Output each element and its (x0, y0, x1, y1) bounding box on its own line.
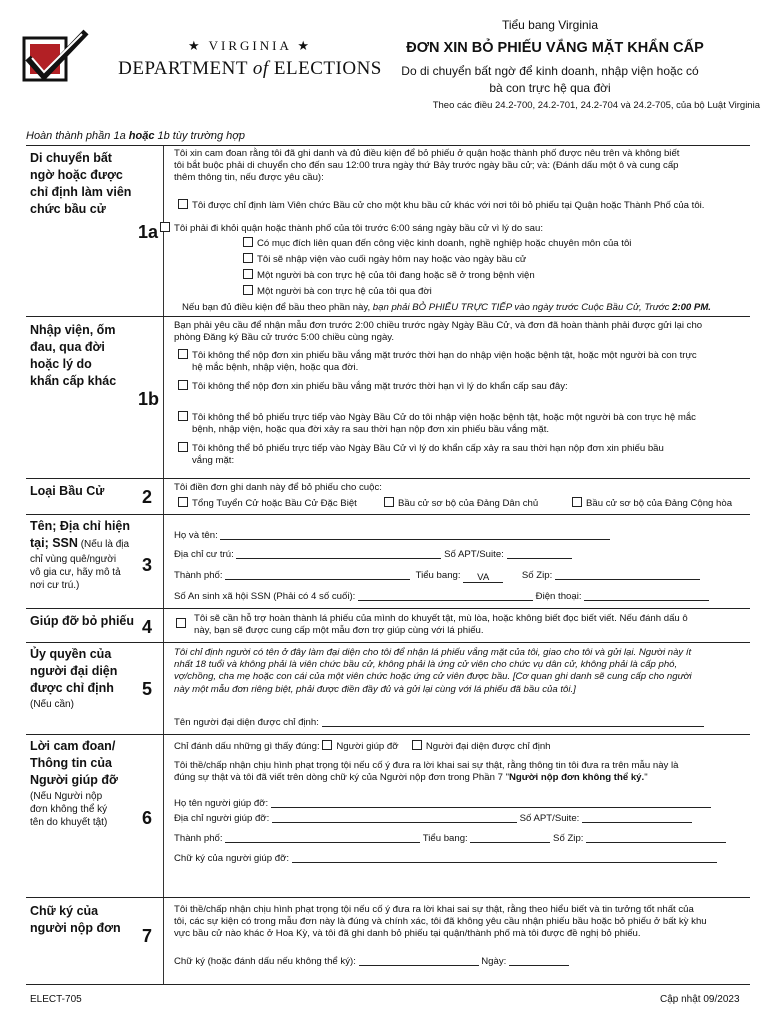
section-number-5: 5 (142, 679, 153, 699)
checkbox[interactable] (572, 497, 582, 507)
checkmark-logo-icon (22, 28, 90, 88)
section-number-4: 4 (142, 617, 153, 637)
checkbox[interactable] (412, 740, 422, 750)
section-2-intro: Tôi điền đơn ghi danh này để bỏ phiếu cho cuộc: (174, 482, 382, 493)
option-election-officer[interactable]: Tôi được chỉ định làm Viên chức Bầu cử cho một khu bầu cử khác với nơi tôi bỏ phiếu tại Quận hoặc Thành Phố của tôi. (178, 199, 704, 212)
option-leave-before-6am[interactable]: Tôi phải đi khỏi quận hoặc thành phố của tôi trước 6:00 sáng ngày bầu cử vì lý do sau: (160, 222, 543, 235)
assistance-text: Tôi sẽ cần hỗ trợ hoàn thành lá phiếu của mình do khuyết tật, mù lòa, hoặc không biết đọc biết viết. Nếu đánh dấu ô này, bạn sẽ được cung cấp một mẫu đơn trợ giúp cùng với lá phiếu. (194, 613, 688, 637)
assistance-checkbox[interactable] (176, 618, 190, 631)
helper-signature-field[interactable]: Chữ ký của người giúp đỡ: (174, 852, 717, 865)
representative-text: Tôi chỉ định người có tên ở đây làm đại diện cho tôi để nhận lá phiếu vắng mặt của tôi, giao cho tôi và gửi lại. Người này ít nhất 18 tuổi và không phải là viên chức bầu cử, không phải là ứng cử viên cho chức vụ dân cử, không phải là cấp phó, vợ/chồng, cha mẹ hoặc con cái của một viên chức hoặc ứng cử viên được bầu. [Cơ quan ghi danh sẽ cung cấp cho người này một mẫu đơn riêng biệt, phải được điền đầy đủ và gửi lại cùng với lá phiếu đã bầu của tôi.] (174, 647, 692, 695)
section-number-6: 6 (142, 808, 153, 828)
checkbox[interactable] (243, 269, 253, 279)
section-3-heading: Tên; Địa chỉ hiện tại; SSN (Nếu là địa (30, 519, 131, 550)
option-democratic-primary[interactable]: Bầu cử sơ bộ của Đảng Dân chủ (384, 497, 538, 510)
section-3-note: chỉ vùng quê/người vô gia cư, hãy mô tả nơi cư trú.) (30, 554, 121, 591)
updated-date: Cập nhật 09/2023 (660, 994, 740, 1005)
section-number-1a: 1a (138, 222, 159, 242)
helper-name-field[interactable]: Họ tên người giúp đỡ: (174, 797, 711, 810)
checkbox[interactable] (178, 442, 188, 452)
divider (26, 734, 750, 735)
ssn-phone-field[interactable]: Số An sinh xã hội SSN (Phải có 4 số cuối): Điện thoại: (174, 590, 709, 603)
reason-hospital-self[interactable]: Tôi sẽ nhập viện vào cuối ngày hôm nay hoặc vào ngày bầu cử (243, 253, 526, 266)
divider (26, 514, 750, 515)
divider (26, 145, 750, 146)
law-reference: Theo các điều 24.2-700, 24.2-701, 24.2-704 và 24.2-705, của bộ Luật Virginia (432, 100, 760, 111)
option-emergency-before-deadline[interactable]: Tôi không thể nộp đơn xin phiếu bầu vắng mặt trước thời hạn vì lý do khẩn cấp sau đây: (178, 380, 568, 393)
column-divider (163, 146, 164, 984)
option-helper[interactable]: Người giúp đỡ (322, 741, 398, 752)
form-title: ĐƠN XIN BỎ PHIẾU VẮNG MẶT KHẨN CẤP (406, 40, 704, 56)
section-number-2: 2 (142, 487, 153, 507)
section-number-3: 3 (142, 555, 153, 575)
section-2-heading: Loại Bầu Cử (30, 484, 105, 498)
brand-virginia: ★ VIRGINIA ★ (187, 38, 313, 53)
checkbox[interactable] (243, 285, 253, 295)
option-hospital-after-deadline[interactable]: Tôi không thể bỏ phiếu trực tiếp vào Ngày Bầu Cử do tôi nhập viện hoặc bệnh tật, hoặc một người bà con trực hệ mắc bệnh, nhập viện, hoặc qua đời xảy ra sau thời hạn nộp đơn xin phiếu bầu vắng mặt. (178, 411, 696, 436)
option-designated-representative[interactable]: Người đại diện được chỉ định (412, 741, 551, 752)
city-state-zip-field[interactable]: Thành phố: Tiểu bang: VA Số Zip: (174, 569, 700, 583)
section-5-heading: Ủy quyền của người đại diện được chỉ định (30, 647, 118, 695)
section-number-1b: 1b (138, 389, 160, 409)
checkbox[interactable] (178, 497, 188, 507)
divider (26, 897, 750, 898)
option-hospital-before-deadline[interactable]: Tôi không thể nộp đơn xin phiếu bầu vắng mặt trước thời hạn do nhập viện hoặc bệnh tật, hoặc một người bà con trực hệ mắc bệnh, nhập viện, hoặc qua đời. (178, 349, 697, 374)
checkbox[interactable] (178, 199, 188, 209)
section-5-note: (Nếu cần) (30, 699, 74, 710)
form-subtitle: Do di chuyển bất ngờ để kinh doanh, nhập viện hoặc có bà con trực hệ qua đời (401, 64, 699, 95)
section-1a-intro: Tôi xin cam đoan rằng tôi đã ghi danh và đủ điều kiện để bỏ phiếu ở quận hoặc thành phố được nêu trên và không biết tôi bắt buộc phải di chuyển cho đến sau 12:00 trưa ngày thứ Bảy trước ngày bầu cử; và: (Đánh dấu một ô và cung cấp thêm thông tin, nếu được yêu cầu): (174, 148, 680, 184)
checkbox[interactable] (178, 349, 188, 359)
section-4-heading: Giúp đỡ bỏ phiếu (30, 614, 135, 628)
department-brand (115, 38, 385, 80)
reason-relative-death[interactable]: Một người bà con trực hệ của tôi qua đời (243, 285, 432, 298)
checkbox[interactable] (160, 222, 170, 232)
state-label: Tiểu bang Virginia (501, 18, 599, 32)
checkbox[interactable] (322, 740, 332, 750)
option-emergency-after-deadline[interactable]: Tôi không thể bỏ phiếu trực tiếp vào Ngày Bầu Cử vì lý do khẩn cấp xảy ra sau thời hạn nộp đơn xin phiếu bầu vắng mặt: (178, 442, 664, 467)
representative-name-field[interactable]: Tên người đại diện được chỉ định: (174, 716, 704, 729)
applicant-signature-field[interactable]: Chữ ký (hoặc đánh dấu nếu không thể ký): Ngày: (174, 955, 569, 968)
helper-address-field[interactable]: Địa chỉ người giúp đỡ: Số APT/Suite: (174, 812, 692, 825)
divider (26, 608, 750, 609)
divider (26, 642, 750, 643)
applicant-oath-text: Tôi thề/chấp nhận chịu hình phạt trọng tội nếu cố ý đưa ra lời khai sai sự thật, rằng theo hiểu biết và tin tưởng tốt nhất của tôi, các sự kiện có trong mẫu đơn này là đúng và chính xác, tôi đã không yêu cầu nhận phiếu bầu hoặc bỏ phiếu ở bất kỳ khu vực bầu cử nào khác ở Hoa Kỳ, và tôi đã ghi danh bỏ phiếu tại quận/thành phố mà tôi được đề nghị bỏ phiếu. (174, 904, 707, 940)
checkbox[interactable] (243, 253, 253, 263)
checkbox[interactable] (243, 237, 253, 247)
helper-oath-text: Tôi thề/chấp nhận chịu hình phạt trọng tội nếu cố ý đưa ra lời khai sai sự thật, rằng thông tin tôi đưa ra trên mẫu này là đúng sự thật và tôi đã viết trên dòng chữ ký của Người nộp đơn trong Phần 7 "Người nộp đơn không thể ký." (174, 760, 679, 784)
option-republican-primary[interactable]: Bầu cử sơ bộ của Đảng Cộng hòa (572, 497, 732, 510)
brand-department: DEPARTMENT of ELECTIONS (118, 58, 382, 79)
section-1a-note: Nếu bạn đủ điều kiện để bầu theo phần này, bạn phải BỎ PHIẾU TRỰC TIẾP vào ngày trước Cuộc Bầu Cử, Trước 2:00 PM. (182, 302, 711, 313)
divider (26, 316, 750, 317)
helper-city-state-zip-field[interactable]: Thành phố: Tiểu bang: Số Zip: (174, 832, 726, 845)
divider (26, 478, 750, 479)
section-6-heading: Lời cam đoan/ Thông tin của Người giúp đỡ (30, 739, 118, 787)
helper-role-selection: Chỉ đánh dấu những gì thấy đúng: Người giúp đỡ Người đại diện được chỉ định (174, 741, 551, 752)
form-code: ELECT-705 (30, 994, 82, 1005)
instruction: Hoàn thành phần 1a hoặc 1b tùy trường hợp (26, 130, 246, 142)
section-1a-heading: Di chuyển bất ngờ hoặc được chỉ định làm viên chức bầu cử (30, 151, 132, 216)
section-1b-heading: Nhập viện, ốm đau, qua đời hoặc lý do khẩn cấp khác (30, 323, 117, 388)
checkbox[interactable] (176, 618, 186, 628)
full-name-field[interactable]: Họ và tên: (174, 529, 610, 542)
section-1b-intro: Bạn phải yêu cầu để nhận mẫu đơn trước 2:00 chiều trước ngày Ngày Bầu Cử, và đơn đã hoàn thành phải được gửi lại cho phòng Đăng ký Bầu cử trước 5:00 chiều cùng ngày. (174, 320, 703, 344)
section-6-note: (Nếu Người nộp đơn không thể ký tên do khuyết tật) (30, 791, 108, 828)
address-field[interactable]: Địa chỉ cư trú: Số APT/Suite: (174, 548, 572, 561)
checkbox[interactable] (178, 411, 188, 421)
reason-hospital-relative[interactable]: Một người bà con trực hệ của tôi đang hoặc sẽ ở trong bệnh viện (243, 269, 535, 282)
reason-business[interactable]: Có mục đích liên quan đến công việc kinh doanh, nghề nghiệp hoặc chuyên môn của tôi (243, 237, 631, 250)
section-7-heading: Chữ ký của người nộp đơn (30, 904, 121, 935)
checkbox[interactable] (384, 497, 394, 507)
section-number-7: 7 (142, 926, 153, 946)
checkbox[interactable] (178, 380, 188, 390)
option-general-election[interactable]: Tổng Tuyển Cử hoặc Bầu Cử Đặc Biệt (178, 497, 357, 510)
divider (26, 984, 750, 985)
